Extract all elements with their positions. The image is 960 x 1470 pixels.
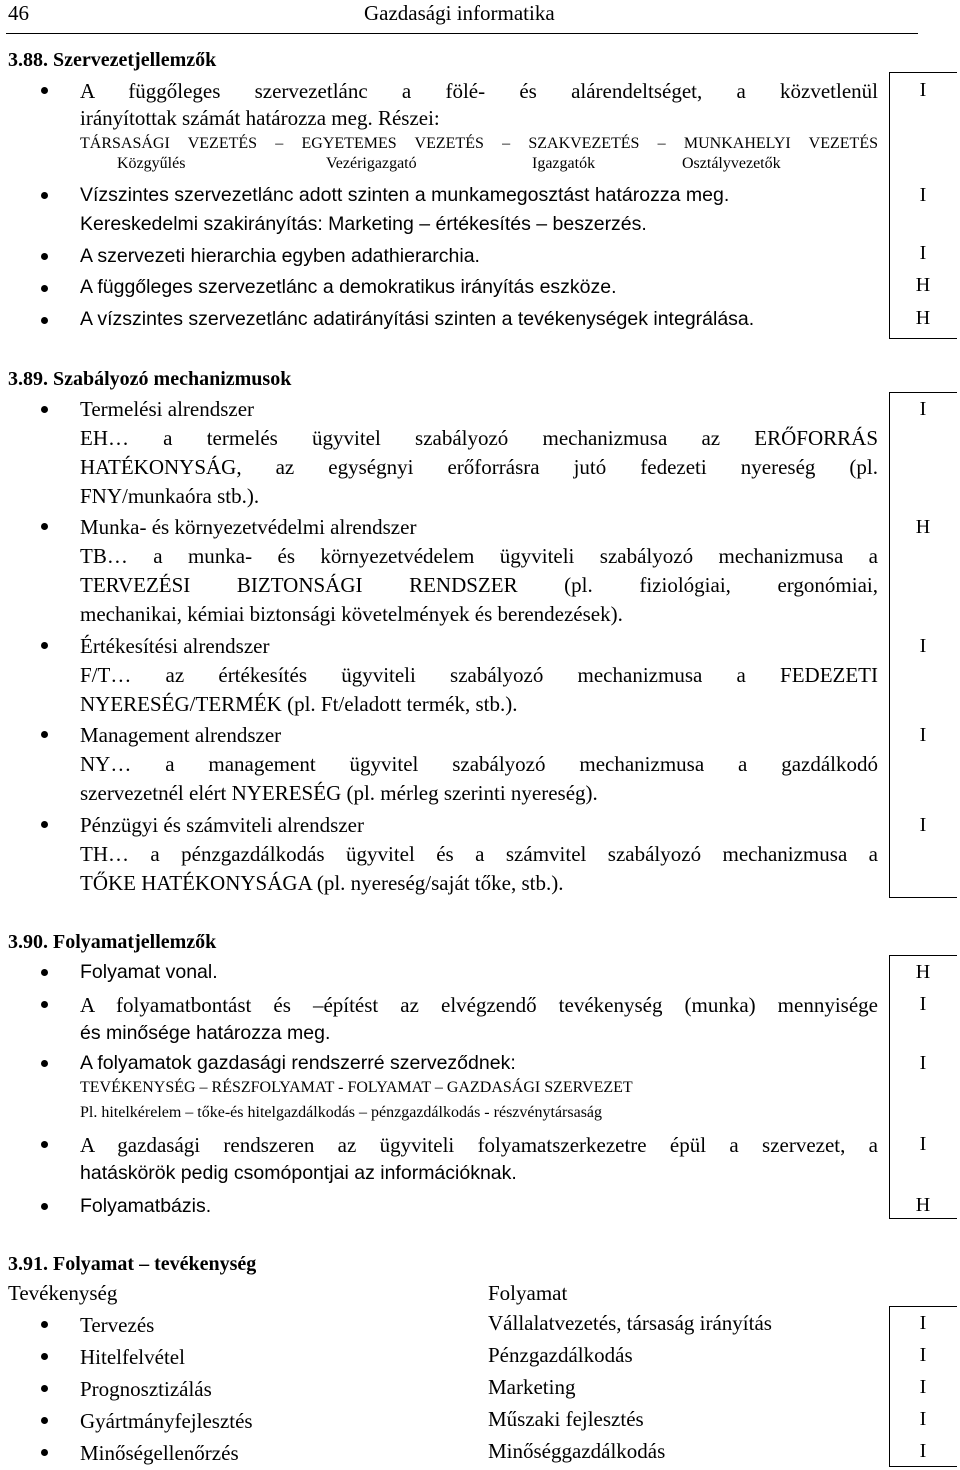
s389-item-title: Pénzügyi és számviteli alrendszer bbox=[80, 813, 364, 837]
s389-item-title: Munka- és környezetvédelmi alrendszer bbox=[80, 515, 417, 539]
bullet-dot bbox=[41, 642, 48, 649]
answer-mark: H bbox=[915, 961, 931, 983]
activity-cell: Gyártmányfejlesztés bbox=[80, 1409, 253, 1433]
answer-mark: H bbox=[915, 274, 931, 296]
bullet-dot bbox=[41, 87, 48, 94]
s390-b2-line1: A folyamatbontást és –építést az elvégzendő tevékenység (munka) mennyisége bbox=[80, 993, 878, 1017]
s390-b2-line2: és minősége határozza meg. bbox=[80, 1022, 331, 1044]
answer-mark: H bbox=[915, 516, 931, 538]
column-header-process: Folyamat bbox=[488, 1281, 568, 1305]
answer-mark: I bbox=[919, 1408, 927, 1430]
column-header-activity: Tevékenység bbox=[8, 1281, 118, 1305]
bullet-dot bbox=[41, 285, 48, 292]
chain-role: Közgyűlés bbox=[117, 155, 186, 172]
mark-column-rule bbox=[889, 897, 957, 898]
mark-column-rule bbox=[889, 1466, 957, 1467]
answer-mark: H bbox=[915, 307, 931, 329]
mark-column-rule bbox=[889, 392, 957, 393]
bullet-dot bbox=[41, 1203, 48, 1210]
s390-b1: Folyamat vonal. bbox=[80, 961, 218, 983]
s389-item-line: NY… a management ügyvitel szabályozó mechanizmusa a gazdálkodó bbox=[80, 752, 878, 776]
s389-item-title: Értékesítési alrendszer bbox=[80, 634, 270, 658]
process-cell: Vállalatvezetés, társaság irányítás bbox=[488, 1311, 772, 1335]
s389-item-line: NYERESÉG/TERMÉK (pl. Ft/eladott termék, stb.). bbox=[80, 692, 518, 716]
bullet-dot bbox=[41, 821, 48, 828]
bullet-dot bbox=[41, 1449, 48, 1456]
answer-mark: I bbox=[919, 1440, 927, 1462]
s388-b4: A függőleges szervezetlánc a demokratikus irányítás eszköze. bbox=[80, 276, 617, 298]
s389-item-line: HATÉKONYSÁG, az egységnyi erőforrásra jutó fedezeti nyereség (pl. bbox=[80, 455, 878, 479]
answer-mark: I bbox=[919, 1133, 927, 1155]
activity-cell: Minőségellenőrzés bbox=[80, 1441, 239, 1465]
section-heading-390: 3.90. Folyamatjellemzők bbox=[8, 931, 217, 953]
process-cell: Műszaki fejlesztés bbox=[488, 1407, 644, 1431]
answer-mark: I bbox=[919, 1312, 927, 1334]
s388-b2-line1: Vízszintes szervezetlánc adott szinten a munkamegosztást határozza meg. bbox=[80, 184, 730, 206]
section-heading-391: 3.91. Folyamat – tevékenység bbox=[8, 1253, 257, 1275]
s389-item-line: TB… a munka- és környezetvédelem ügyviteli szabályozó mechanizmusa a bbox=[80, 544, 878, 568]
s388-b1-line2: irányítottak számát határozza meg. Részei: bbox=[80, 106, 440, 130]
s388-b5: A vízszintes szervezetlánc adatirányítási szinten a tevékenységek integrálása. bbox=[80, 308, 755, 330]
running-title: Gazdasági informatika bbox=[364, 1, 555, 25]
bullet-dot bbox=[41, 253, 48, 260]
bullet-dot bbox=[41, 1001, 48, 1008]
activity-cell: Tervezés bbox=[80, 1313, 155, 1337]
answer-mark: H bbox=[915, 1194, 931, 1216]
process-cell: Minőséggazdálkodás bbox=[488, 1439, 666, 1463]
s389-item-title: Termelési alrendszer bbox=[80, 397, 255, 421]
chain-role: Igazgatók bbox=[532, 155, 596, 172]
answer-mark: I bbox=[919, 814, 927, 836]
mark-column-rule bbox=[889, 955, 957, 956]
s388-chain: TÁRSASÁGI VEZETÉS – EGYETEMES VEZETÉS – SZAKVEZETÉS – MUNKAHELYI VEZETÉS bbox=[80, 135, 878, 152]
bullet-dot bbox=[41, 317, 48, 324]
bullet-dot bbox=[41, 406, 48, 413]
bullet-dot bbox=[41, 1141, 48, 1148]
answer-mark: I bbox=[919, 1376, 927, 1398]
s389-item-line: FNY/munkaóra stb.). bbox=[80, 484, 260, 508]
s390-b4-line1: A gazdasági rendszeren az ügyviteli folyamatszerkezetre épül a szervezet, a bbox=[80, 1133, 878, 1157]
answer-mark: I bbox=[919, 635, 927, 657]
bullet-dot bbox=[41, 1353, 48, 1360]
activity-cell: Prognosztizálás bbox=[80, 1377, 212, 1401]
bullet-dot bbox=[41, 731, 48, 738]
chain-role: Vezérigazgató bbox=[326, 155, 417, 172]
s389-item-line: EH… a termelés ügyvitel szabályozó mechanizmusa az ERŐFORRÁS bbox=[80, 426, 878, 450]
s388-b2-line2: Kereskedelmi szakirányítás: Marketing – értékesítés – beszerzés. bbox=[80, 213, 647, 235]
bullet-dot bbox=[41, 969, 48, 976]
s389-item-line: TERVEZÉSI BIZTONSÁGI RENDSZER (pl. fiziológiai, ergonómiai, bbox=[80, 573, 878, 597]
bullet-dot bbox=[41, 1060, 48, 1067]
chain-role: Osztályvezetők bbox=[682, 155, 781, 172]
s389-item-line: TŐKE HATÉKONYSÁGA (pl. nyereség/saját tőke, stb.). bbox=[80, 871, 564, 895]
mark-column-rule bbox=[889, 72, 957, 73]
answer-mark: I bbox=[919, 184, 927, 206]
s389-item-title: Management alrendszer bbox=[80, 723, 282, 747]
s390-b5: Folyamatbázis. bbox=[80, 1195, 212, 1217]
process-cell: Marketing bbox=[488, 1375, 576, 1399]
bullet-dot bbox=[41, 1385, 48, 1392]
mark-column-rule bbox=[889, 1218, 957, 1219]
page-number: 46 bbox=[8, 1, 29, 25]
mark-column-rule bbox=[889, 1306, 957, 1307]
s389-item-line: mechanikai, kémiai biztonsági követelmények és berendezések). bbox=[80, 602, 623, 626]
process-cell: Pénzgazdálkodás bbox=[488, 1343, 633, 1367]
answer-mark: I bbox=[919, 242, 927, 264]
s389-item-line: TH… a pénzgazdálkodás ügyvitel és a számvitel szabályozó mechanizmusa a bbox=[80, 842, 878, 866]
header-rule bbox=[6, 33, 918, 34]
bullet-dot bbox=[41, 523, 48, 530]
bullet-dot bbox=[41, 1417, 48, 1424]
s390-b3-chain: TEVÉKENYSÉG – RÉSZFOLYAMAT - FOLYAMAT – GAZDASÁGI SZERVEZET bbox=[80, 1079, 633, 1096]
mark-column-rule bbox=[889, 338, 957, 339]
answer-mark: I bbox=[919, 993, 927, 1015]
answer-mark: I bbox=[919, 1344, 927, 1366]
answer-mark: I bbox=[919, 1052, 927, 1074]
s388-b3: A szervezeti hierarchia egyben adathierarchia. bbox=[80, 245, 480, 267]
bullet-dot bbox=[41, 192, 48, 199]
s390-b3: A folyamatok gazdasági rendszerré szerveződnek: bbox=[80, 1052, 516, 1074]
section-heading-389: 3.89. Szabályozó mechanizmusok bbox=[8, 368, 292, 390]
section-heading-388: 3.88. Szervezetjellemzők bbox=[8, 49, 217, 71]
answer-mark: I bbox=[919, 398, 927, 420]
s390-b4-line2: hatáskörök pedig csomópontjai az információknak. bbox=[80, 1162, 517, 1184]
bullet-dot bbox=[41, 1321, 48, 1328]
s388-b1-line1: A függőleges szervezetlánc a fölé- és alárendeltséget, a közvetlenül bbox=[80, 79, 878, 103]
s389-item-line: F/T… az értékesítés ügyviteli szabályozó mechanizmusa a FEDEZETI bbox=[80, 663, 878, 687]
answer-mark: I bbox=[919, 724, 927, 746]
s390-b3-example: Pl. hitelkérelem – tőke-és hitelgazdálkodás – pénzgazdálkodás - részvénytársaság bbox=[80, 1104, 603, 1121]
s389-item-line: szervezetnél elért NYERESÉG (pl. mérleg szerinti nyereség). bbox=[80, 781, 598, 805]
answer-mark: I bbox=[919, 79, 927, 101]
activity-cell: Hitelfelvétel bbox=[80, 1345, 185, 1369]
